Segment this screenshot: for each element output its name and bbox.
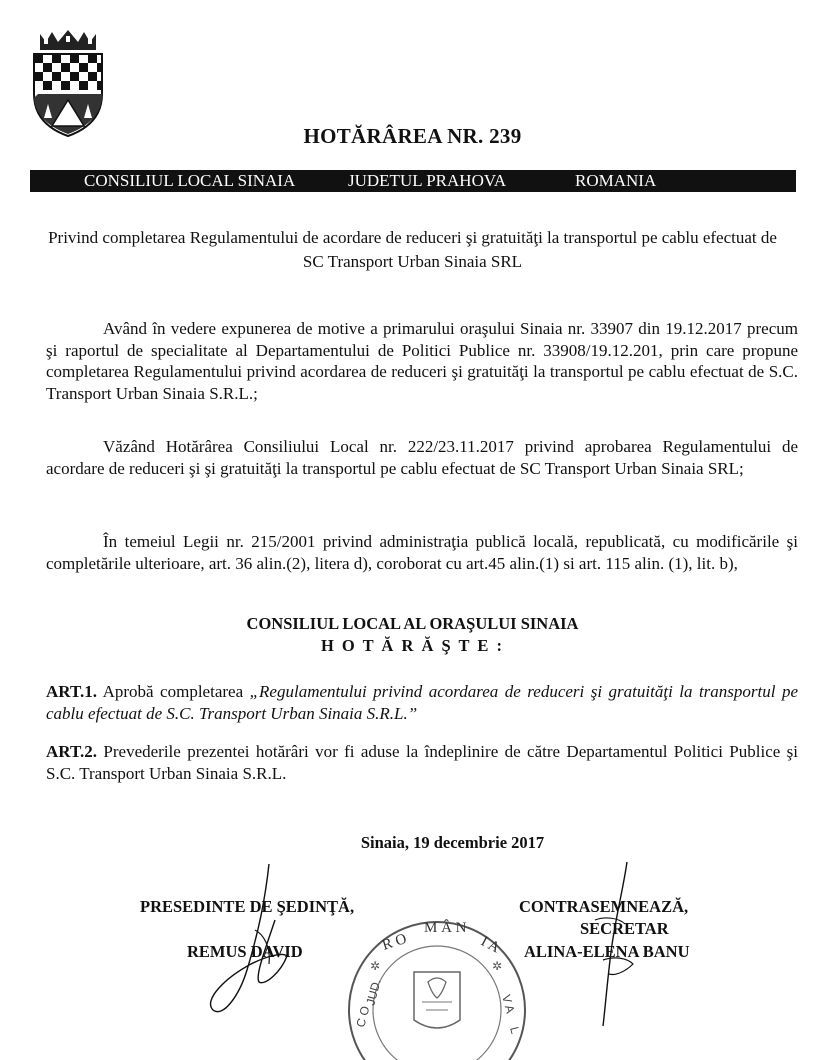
subject: Privind completarea Regulamentului de acordare de reduceri şi gratuităţi la transportul pe cablu efectuat de SC Transport Urban Sinaia SRL bbox=[48, 228, 777, 271]
header-band bbox=[30, 170, 796, 192]
decides-heading: H O T Ă R Ă Ş T E : bbox=[320, 636, 505, 655]
coat-of-arms-icon bbox=[30, 30, 106, 138]
president-role: PRESEDINTE DE ŞEDINŢĂ, bbox=[140, 897, 355, 916]
article-2 bbox=[46, 741, 798, 785]
preamble-paragraph-1: Având în vedere expunerea de motive a primarului oraşului Sinaia nr. 33907 din 19.12.2017 precum şi raportul de specialitate al Departamentului de Politici Publice nr. 33908/19.12.201, prin care propune completarea Regulamentului privind acordarea de reduceri şi gratuităţi la transportul pe cablu efectuat de S.C. Transport Urban Sinaia S.R.L.; bbox=[46, 319, 798, 403]
article-2-text: Prevederile prezentei hotărâri vor fi aduse la îndeplinire de către Departamentul Politici Publice şi S.C. Transport Urban Sinaia S.R.L. bbox=[46, 742, 798, 783]
svg-text:I A: I A bbox=[478, 933, 503, 957]
countersign-role: CONTRASEMNEAZĂ, bbox=[519, 897, 689, 916]
document-title: HOTĂRÂREA NR. 239 bbox=[303, 124, 522, 148]
svg-text:✲: ✲ bbox=[492, 959, 503, 973]
svg-text:JUD.: JUD. bbox=[363, 977, 384, 1007]
svg-text:C O: C O bbox=[353, 1004, 373, 1029]
band-county: JUDETUL PRAHOVA bbox=[348, 171, 507, 190]
president-name: REMUS DAVID bbox=[187, 942, 303, 961]
band-council: CONSILIUL LOCAL SINAIA bbox=[84, 171, 296, 190]
article-1-label: ART.1. bbox=[46, 682, 98, 701]
article-2-label: ART.2. bbox=[46, 742, 98, 761]
band-country: ROMANIA bbox=[575, 171, 657, 190]
svg-text:✲: ✲ bbox=[370, 959, 381, 973]
svg-text:M Â N: M Â N bbox=[424, 920, 467, 936]
secretary-label: SECRETAR bbox=[580, 919, 669, 938]
secretary-name: ALINA-ELENA BANU bbox=[524, 942, 690, 961]
article-1-text: Aprobă completarea bbox=[102, 682, 250, 701]
svg-text:V A: V A bbox=[499, 993, 518, 1015]
svg-text:R O: R O bbox=[380, 930, 409, 954]
preamble-paragraph-2: Văzând Hotărârea Consiliului Local nr. 222/23.11.2017 privind aprobarea Regulamentului de acordare de reduceri şi şi gratuităţi la transportul pe cablu efectuat de SC Transport Urban Sinaia SRL; bbox=[46, 437, 798, 478]
svg-text:L: L bbox=[507, 1025, 523, 1036]
official-stamp-icon bbox=[342, 910, 532, 1060]
article-1-italic: „Regulamentului privind acordarea de reduceri şi gratuităţi la transportul pe cablu efectuat de S.C. Transport Urban Sinaia S.R.L.” bbox=[46, 682, 798, 723]
council-heading: CONSILIUL LOCAL AL ORAŞULUI SINAIA bbox=[246, 614, 579, 633]
article-1 bbox=[46, 681, 798, 725]
place-date: Sinaia, 19 decembrie 2017 bbox=[360, 833, 545, 852]
preamble-paragraph-3: În temeiul Legii nr. 215/2001 privind administraţia publică locală, republicată, cu modificările şi completările ulterioare, art. 36 alin.(2), litera d), coroborat cu art.45 alin.(1) si art. 115 alin. (1), lit. b), bbox=[46, 532, 798, 573]
